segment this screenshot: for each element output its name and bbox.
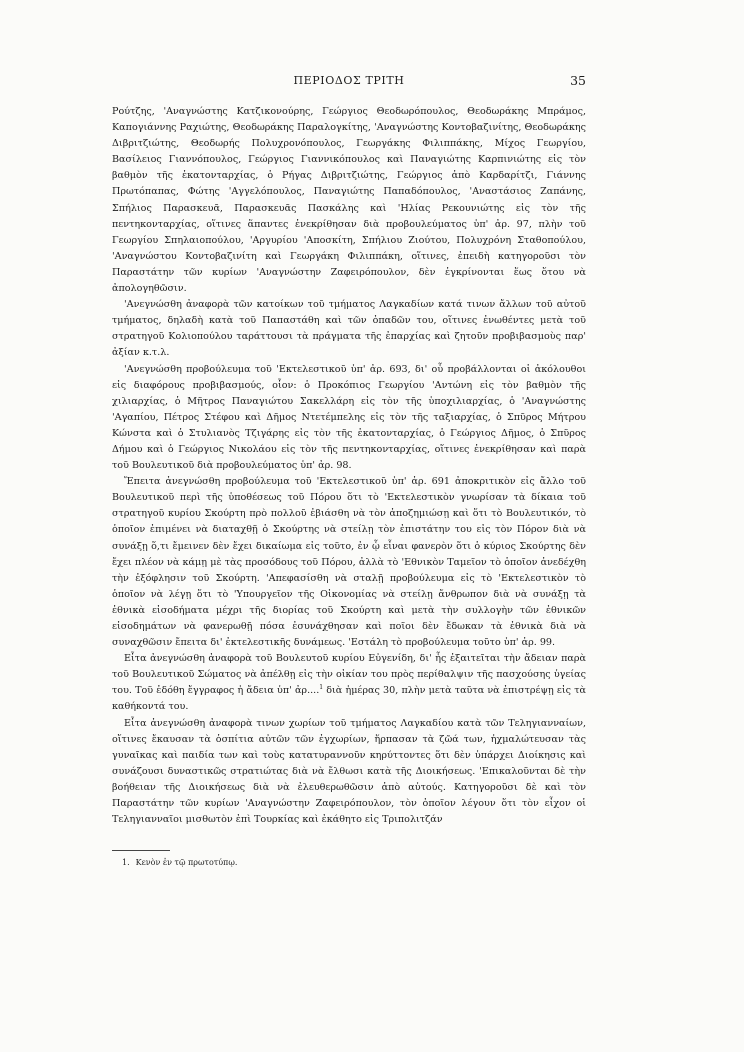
page-number: 35 <box>570 73 586 88</box>
document-page <box>112 74 586 869</box>
footnote-marker: 1 <box>319 684 324 692</box>
footnote-text: Κενὸν ἐν τῷ πρωτοτύπῳ. <box>135 858 238 868</box>
paragraph: 'Ανεγνώσθη προβούλευμα τοῦ 'Εκτελεστικοῦ ὑπ' ἀρ. 693, δι' οὗ προβάλλονται οἱ ἀκόλουθοι εἰς διαφόρους προβιβασμούς, οἷον: ὁ Προκόπιος Γεωργίου 'Αντώνη εἰς τὸν βαθμὸν τῆς χιλιαρχίας, ὁ Μῆτρος Παναγιώτου Σακελλάρη εἰς τὸν τῆς ὑποχιλιαρχίας, ὁ 'Αναγνώστης 'Αγαπίου, Πέτρος Στέφου καὶ Δῆμος Ντετέμπελης εἰς τὸν τῆς ταξιαρχίας, ὁ Σπῦρος Μήτρου Κώνστα καὶ ὁ Στυλιανὸς Τζιγάρης εἰς τὸν τῆς ἑκατονταρχίας, ὁ Γεώργιος Δῆμος, ὁ Σπῦρος Δήμου καὶ ὁ Γεώργιος Νικολάου εἰς τὸν τῆς πεντηκονταρχίας, οἵτινες ἐνεκρίθησαν καὶ παρὰ τοῦ Βουλευτικοῦ διὰ προβουλεύματος ὑπ' ἀρ. 98. <box>112 363 586 472</box>
page-header <box>112 74 586 96</box>
paragraph-text: Εἶτα ἀνεγνώσθη ἀναφορὰ τοῦ Βουλευτοῦ κυρίου Εὐγενίδη, δι' ἧς ἐξαιτεῖται τὴν ἄδειαν παρὰ τοῦ Βουλευτικοῦ Σώματος νὰ ἀπέλθῃ εἰς τὴν οἰκίαν του πρὸς περίθαλψιν τῆς πασχούσης ὑγείας του. Τοῦ ἐδόθη ἔγγραφος ἡ ἄδεια ὑπ' ἀρ.... <box>112 653 586 697</box>
paragraph: Εἶτα ἀνεγνώσθη ἀναφορὰ τινων χωρίων τοῦ τμήματος Λαγκαδίου κατὰ τῶν Τεληγιανναίων, οἵτινες ἔκαυσαν τὰ ὁσπίτια αὐτῶν τῶν ἐγχωρίων, ἥρπασαν τὰ ζῶά των, ἠχμαλώτευσαν τὰς γυναῖκας καὶ παιδία των καὶ τοὺς κατατυραννοῦν κηρύττοντες ὅτι δὲν ὑπάρχει Διοίκησις καὶ συνάζουσι δυναστικῶς στρατιώτας διὰ νὰ ἔλθωσι κατὰ τῆς Διοικήσεως. 'Επικαλοῦνται δὲ τὴν βοήθειαν τῆς Διοικήσεως διὰ νὰ ἐλευθερωθῶσιν ἀπὸ αὐτούς. Κατηγοροῦσι δὲ καὶ τὸν Παραστάτην τῶν κυρίων 'Αναγνώστην Ζαφειρόπουλον, τὸν ὁποῖον λέγουν ὅτι τὸν εἶχον οἱ Τεληγιανναῖοι μισθωτὸν ἐπὶ Τουρκίας καὶ ἐκάθητο εἰς Τριπολιτζάν <box>112 717 586 826</box>
footnote <box>122 857 586 869</box>
paragraph-text: διὰ ἡμέρας 30, πλὴν μετὰ ταῦτα νὰ ἐπιστρέψῃ εἰς τὰ καθήκοντά του. <box>112 685 586 713</box>
running-head: ΠΕΡΙΟΔΟΣ ΤΡΙΤΗ <box>293 74 405 87</box>
footnote-number: 1. <box>122 858 130 868</box>
paragraph: Ἔπειτα ἀνεγνώσθη προβούλευμα τοῦ 'Εκτελεστικοῦ ὑπ' ἀρ. 691 ἀποκριτικὸν εἰς ἄλλο τοῦ Βουλευτικοῦ περὶ τῆς ὑποθέσεως τοῦ Πόρου ὅτι τὸ 'Εκτελεστικὸν γνωρίσαν τὰ δίκαια τοῦ στρατηγοῦ κυρίου Σκούρτη πρὸ πολλοῦ ἐβιάσθη νὰ τὸν ἀποζημιώσῃ καὶ ὅτι τὸ Βουλευτικόν, τὸ ὁποῖον ἐπιμένει νὰ διαταχθῇ ὁ Σκούρτης νὰ στείλῃ τὸν ἐπιστάτην του εἰς τὸν Πόρον διὰ νὰ συνάξῃ ὅ,τι ἔμεινεν δὲν ἔχει δικαίωμα εἰς τοῦτο, ἐν ᾧ εἶναι φανερὸν ὅτι ὁ κύριος Σκούρτης δὲν ἔχει πλέον νὰ κάμῃ μὲ τὰς προσόδους τοῦ Πόρου, ἀλλὰ τὸ 'Εθνικὸν Ταμεῖον τὸ ὁποῖον ἀνεδέχθη τὴν ἐξόφλησιν τοῦ Σκούρτη. 'Απεφασίσθη νὰ σταλῇ προβούλευμα εἰς τὸ 'Εκτελεστικὸν τὸ ὁποῖον νὰ λέγῃ ὅτι τὸ 'Υπουργεῖον τῆς Οἰκονομίας νὰ στείλῃ ἄνθρωπον διὰ νὰ συνάξῃ τὰ ἐθνικὰ εἰσοδήματα μέχρι τῆς διορίας τοῦ Σκούρτη καὶ μετὰ τὴν συλλογὴν τῶν ἐθνικῶν εἰσοδημάτων νὰ φανερωθῇ πόσα ἐσυνάχθησαν καὶ ποῖοι δὲν ἔδωκαν τὰ ἐθνικὰ διὰ νὰ συναχθῶσιν ἔπειτα δι' ἐκτελεστικῆς δυνάμεως. 'Εστάλη τὸ προβούλευμα τοῦτο ὑπ' ἀρ. 99. <box>112 476 586 649</box>
body-text <box>112 104 586 828</box>
paragraph <box>112 651 586 715</box>
footnote-rule <box>112 850 170 851</box>
paragraph: Ρούτζης, 'Αναγνώστης Κατζικονούρης, Γεώργιος Θεοδωρόπουλος, Θεοδωράκης Μπράμος, Καπογιάννης Ραχιώτης, Θεοδωράκης Παραλογκίτης, 'Αναγνώστης Κοντοβαζινίτης, Θεοδωράκης Διβριτζιώτης, Θεοδωρής Πολυχρονόπουλος, Γεωργάκης Φιλιππάκης, Μίχος Γεωργίου, Βασίλειος Γιαννόπουλος, Γεώργιος Γιαννικόπουλος καὶ Παναγιώτης Καρπινιώτης εἰς τὸν βαθμὸν τῆς ἑκατονταρχίας, ὁ Ρήγας Διβριτζιώτης, Γεώργιος ἀπὸ Καρδαρίτζι, Γιάννης Πρωτόπαπας, Φώτης 'Αγγελόπουλος, Παναγιώτης Παπαδόπουλος, 'Αναστάσιος Ζαπάνης, Σπήλιος Παρασκευᾶ, Παρασκευᾶς Πασκάλης καὶ 'Ηλίας Ρεκουνιώτης εἰς τὸν τῆς πεντηκονταρχίας, οἵτινες ἅπαντες ἐνεκρίθησαν διὰ προβουλεύματος ὑπ' ἀρ. 97, πλὴν τοῦ Γεωργίου Σπηλαιοπούλου, 'Αργυρίου 'Αποσκίτη, Σπήλιου Ζιούτου, Πολυχρόνη Σταθοπούλου, 'Αναγνώστου Κοντοβαζινίτη καὶ Γεωργάκη Φιλιππάκη, οἵτινες, ἐπειδὴ κατηγοροῦσι τὸν Παραστάτην τῶν κυρίων 'Αναγνώστην Ζαφειρόπουλον, δὲν ἐγκρίνονται ἕως ὅτου νὰ ἀπολογηθῶσιν. <box>112 106 586 295</box>
paragraph: 'Ανεγνώσθη ἀναφορὰ τῶν κατοίκων τοῦ τμήματος Λαγκαδίων κατά τινων ἄλλων τοῦ αὐτοῦ τμήματος, δηλαδὴ κατὰ τοῦ Παπαστάθη καὶ τῶν ὀπαδῶν του, οἵτινες ἐνωθέντες μετὰ τοῦ στρατηγοῦ Κολιοπούλου ταράττουσι τὰ πράγματα τῆς ἐπαρχίας καὶ ζητοῦν προβιβασμοὺς παρ' ἀξίαν κ.τ.λ. <box>112 299 586 359</box>
